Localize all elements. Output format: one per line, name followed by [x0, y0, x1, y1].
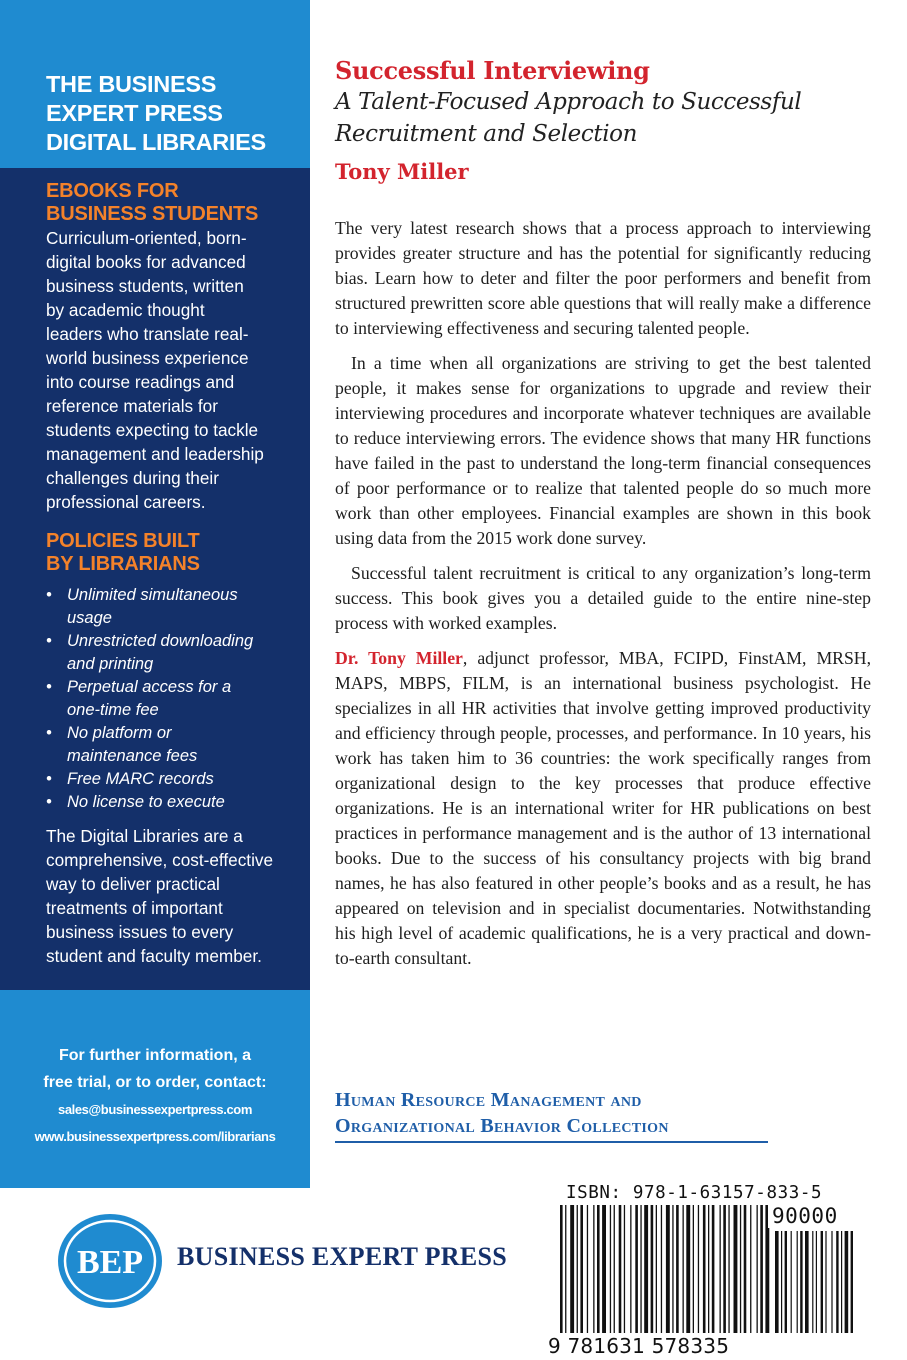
book-author: Tony Miller: [335, 159, 469, 184]
collection-underline: [335, 1141, 768, 1143]
dl-text-line: student and faculty member.: [46, 946, 262, 966]
policy-item-line: usage: [67, 609, 112, 627]
collection-name: [335, 1087, 669, 1139]
ebooks-section: [46, 180, 302, 514]
collection-line: Organizational Behavior Collection: [335, 1115, 669, 1137]
sidebar-title-line: DIGITAL LIBRARIES: [46, 129, 266, 155]
policies-heading: [46, 530, 302, 576]
collection-line: Human Resource Management and: [335, 1089, 642, 1111]
dl-text-line: business issues to every: [46, 922, 234, 942]
policies-heading-line: BY LIBRARIANS: [46, 553, 200, 575]
policies-heading-line: POLICIES BUILT: [46, 530, 200, 552]
digital-libraries-text: [46, 824, 302, 968]
ebooks-heading-line: BUSINESS STUDENTS: [46, 203, 259, 225]
dl-text-line: comprehensive, cost-effective: [46, 850, 274, 870]
publisher-name: BUSINESS EXPERT PRESS: [177, 1242, 508, 1271]
book-subtitle: [335, 86, 871, 150]
book-subtitle-line: A Talent-Focused Approach to Successful: [335, 89, 802, 115]
isbn-text: ISBN: 978-1-63157-833-5: [566, 1183, 823, 1203]
policies-list: [46, 584, 302, 814]
book-title: Successful Interviewing: [335, 56, 650, 85]
policy-item-line: • Free MARC records: [67, 770, 214, 788]
library-sidebar: [0, 0, 310, 1188]
dl-text-line: treatments of important: [46, 898, 223, 918]
description-paragraph: Successful talent recruitment is critical to any organization’s long-term success. This book gives you a detailed guide to the entire nine-step process with worked examples.: [335, 563, 871, 633]
contact-line: For further information, a: [59, 1047, 251, 1064]
ebooks-heading: [46, 180, 302, 226]
sidebar-title: [46, 70, 296, 157]
policy-item-line: • Perpetual access for a: [67, 678, 232, 696]
policy-item: [46, 722, 302, 768]
ebooks-text-line: world business experience: [46, 348, 249, 368]
contact-line: free trial, or to order, contact:: [43, 1074, 267, 1091]
ebooks-text: [46, 226, 302, 514]
contact-email[interactable]: sales@businessexpertpress.com: [57, 1102, 252, 1117]
contact-block: [0, 1042, 310, 1150]
barcode-addon: 90000: [768, 1204, 842, 1228]
policy-item-line: • No platform or: [67, 724, 172, 742]
book-subtitle-line: Recruitment and Selection: [335, 121, 638, 147]
barcode-digits: 9 781631 578335: [548, 1334, 730, 1358]
policy-item: [46, 630, 302, 676]
ebooks-text-line: business students, written: [46, 276, 244, 296]
ebooks-text-line: leaders who translate real-: [46, 324, 249, 344]
ebooks-text-line: students expecting to tackle: [46, 420, 259, 440]
policies-section: [46, 530, 302, 814]
policy-item-line: • No license to execute: [67, 793, 225, 811]
ebooks-text-line: into course readings and: [46, 372, 235, 392]
dl-text-line: way to deliver practical: [46, 874, 220, 894]
policy-item-line: maintenance fees: [67, 747, 198, 765]
sidebar-title-line: THE BUSINESS: [46, 71, 217, 97]
author-bio: [335, 646, 871, 971]
bep-logo-icon: [56, 1212, 164, 1310]
book-description: [335, 216, 871, 981]
policy-item-line: and printing: [67, 655, 154, 673]
ebooks-heading-line: EBOOKS FOR: [46, 180, 179, 202]
ebooks-text-line: challenges during their: [46, 468, 219, 488]
ebooks-text-line: reference materials for: [46, 396, 218, 416]
ebooks-text-line: digital books for advanced: [46, 252, 246, 272]
ebooks-text-line: Curriculum-oriented, born-: [46, 228, 247, 248]
policy-item-line: • Unrestricted downloading: [67, 632, 254, 650]
sidebar-title-line: EXPERT PRESS: [46, 100, 223, 126]
book-header: [335, 56, 871, 186]
description-paragraph: In a time when all organizations are striving to get the best talented people, it makes sense for organizations to upgrade and review their interviewing procedures and incorporate whatever techniques are available to reduce interviewing errors. The evidence shows that many HR functions have failed in the past to understand the long-term financial consequences of poor performance or to realize that talented people do so much more work than other employees. Financial examples are shown in this book using data from the 2015 work done survey.: [335, 353, 871, 548]
policy-item: [46, 768, 302, 791]
contact-website[interactable]: www.businessexpertpress.com/librarians: [34, 1129, 276, 1144]
author-bio-name: Dr. Tony Miller: [335, 648, 463, 668]
policy-item-line: • Unlimited simultaneous: [67, 586, 238, 604]
policy-item: [46, 676, 302, 722]
ebooks-text-line: by academic thought: [46, 300, 205, 320]
policy-item: [46, 584, 302, 630]
ebooks-text-line: management and leadership: [46, 444, 264, 464]
policy-item: [46, 791, 302, 814]
logo-text: BEP: [76, 1244, 144, 1281]
policy-item-line: one-time fee: [67, 701, 159, 719]
dl-text-line: The Digital Libraries are a: [46, 826, 243, 846]
description-paragraph: The very latest research shows that a process approach to interviewing provides greater structure and has the potential for significantly reducing bias. Learn how to deter and filter the poor performers and benefit from structured prewritten score able questions that will really make a difference to interviewing effectiveness and securing talented people.: [335, 218, 871, 338]
ebooks-text-line: professional careers.: [46, 492, 206, 512]
author-bio-text: , adjunct professor, MBA, FCIPD, FinstAM, MRSH, MAPS, MBPS, FILM, is an international business psychologist. He specializes in all HR activities that involve getting improved productivity and efficiency through people, processes, and performance. In 10 years, his work has taken him to 36 countries: the work specifically ranges from organizational design to the key processes that produce effective organizations. He is an international writer for HR publications on best practices in performance management and is the author of 13 international books. Due to the success of his consultancy projects with big brand names, he has also featured in other people’s books and as a result, he has appeared on television and in specialist documentaries. Notwithstanding his high level of academic qualifications, he is a very practical and down-to-earth consultant.: [335, 648, 872, 968]
